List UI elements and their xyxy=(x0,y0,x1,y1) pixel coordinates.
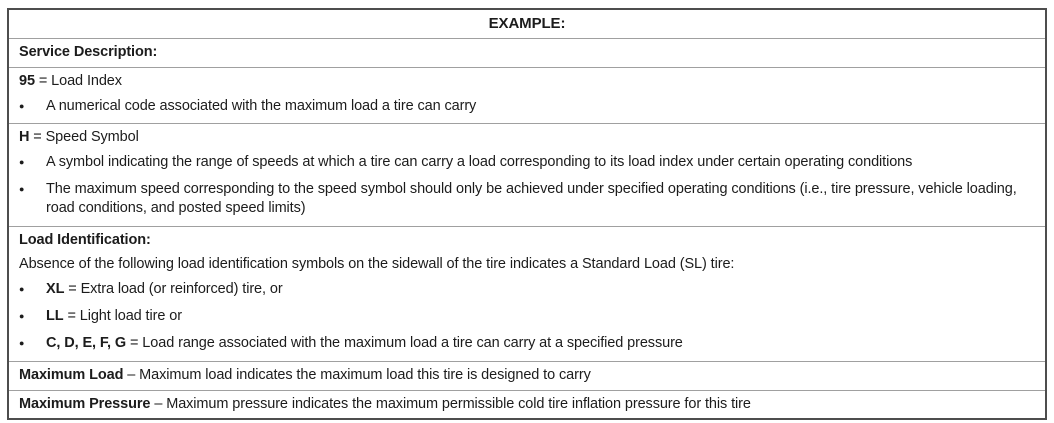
document-page xyxy=(7,8,1047,420)
ll-definition: = Light load tire or xyxy=(63,308,182,325)
maximum-pressure-definition: – Maximum pressure indicates the maximum permissible cold tire inflation pressure for this tire xyxy=(150,395,751,412)
load-identification-row xyxy=(9,226,1045,360)
maximum-pressure-term: Maximum Pressure xyxy=(19,395,151,412)
bullet-icon: ● xyxy=(19,284,25,295)
section-heading: Service Description: xyxy=(19,43,158,60)
speed-symbol-definition: = Speed Symbol xyxy=(29,129,139,146)
bullet-icon: ● xyxy=(19,338,25,349)
list-item xyxy=(19,180,1035,218)
example-title-row xyxy=(9,10,1045,37)
bullet-text: The maximum speed corresponding to the speed symbol should only be achieved under specified operating conditions (i.e., tire pressure, vehicle loading, road conditions, and posted speed limits) xyxy=(46,181,1017,217)
definition-line xyxy=(19,395,1035,414)
intro-text: Absence of the following load identification symbols on the sidewall of the tire indicates a Standard Load (SL) tire: xyxy=(19,256,735,273)
list-item xyxy=(19,153,1035,172)
bullet-text xyxy=(46,307,1035,326)
maximum-load-definition: – Maximum load indicates the maximum load this tire is designed to carry xyxy=(123,367,591,384)
speed-symbol-term: H xyxy=(19,129,30,146)
section-heading: Load Identification: xyxy=(19,232,151,249)
table-title: EXAMPLE: xyxy=(488,15,566,32)
load-range-term: C, D, E, F, G xyxy=(46,335,127,352)
bullet-text xyxy=(46,280,1035,299)
load-index-definition: = Load Index xyxy=(34,72,122,89)
definition-line xyxy=(19,128,1035,147)
bullet-icon: ● xyxy=(19,311,25,322)
speed-symbol-row xyxy=(9,123,1045,225)
maximum-load-term: Maximum Load xyxy=(19,367,124,384)
load-index-term: 95 xyxy=(19,72,35,89)
bullet-text: A numerical code associated with the maximum load a tire can carry xyxy=(46,97,477,114)
load-range-definition: = Load range associated with the maximum load a tire can carry at a specified pressure xyxy=(126,335,683,352)
maximum-load-row xyxy=(9,361,1045,389)
xl-definition: = Extra load (or reinforced) tire, or xyxy=(64,281,283,298)
bullet-icon: ● xyxy=(19,157,25,168)
load-index-row xyxy=(9,67,1045,123)
definition-line xyxy=(19,72,1035,91)
bullet-icon: ● xyxy=(19,184,25,195)
service-description-heading-row xyxy=(9,38,1045,66)
list-item xyxy=(19,280,1035,299)
bullet-text xyxy=(46,334,1035,353)
definition-line xyxy=(19,366,1035,385)
list-item xyxy=(19,334,1035,353)
maximum-pressure-row xyxy=(9,390,1045,418)
xl-term: XL xyxy=(46,281,65,298)
bullet-text: A symbol indicating the range of speeds at which a tire can carry a load corresponding to its load index under certain operating conditions xyxy=(46,154,913,171)
bullet-icon: ● xyxy=(19,100,25,111)
intro-line xyxy=(19,255,1035,274)
list-item xyxy=(19,307,1035,326)
list-item xyxy=(19,97,1035,116)
ll-term: LL xyxy=(46,308,64,325)
tire-service-description-table xyxy=(7,8,1047,420)
